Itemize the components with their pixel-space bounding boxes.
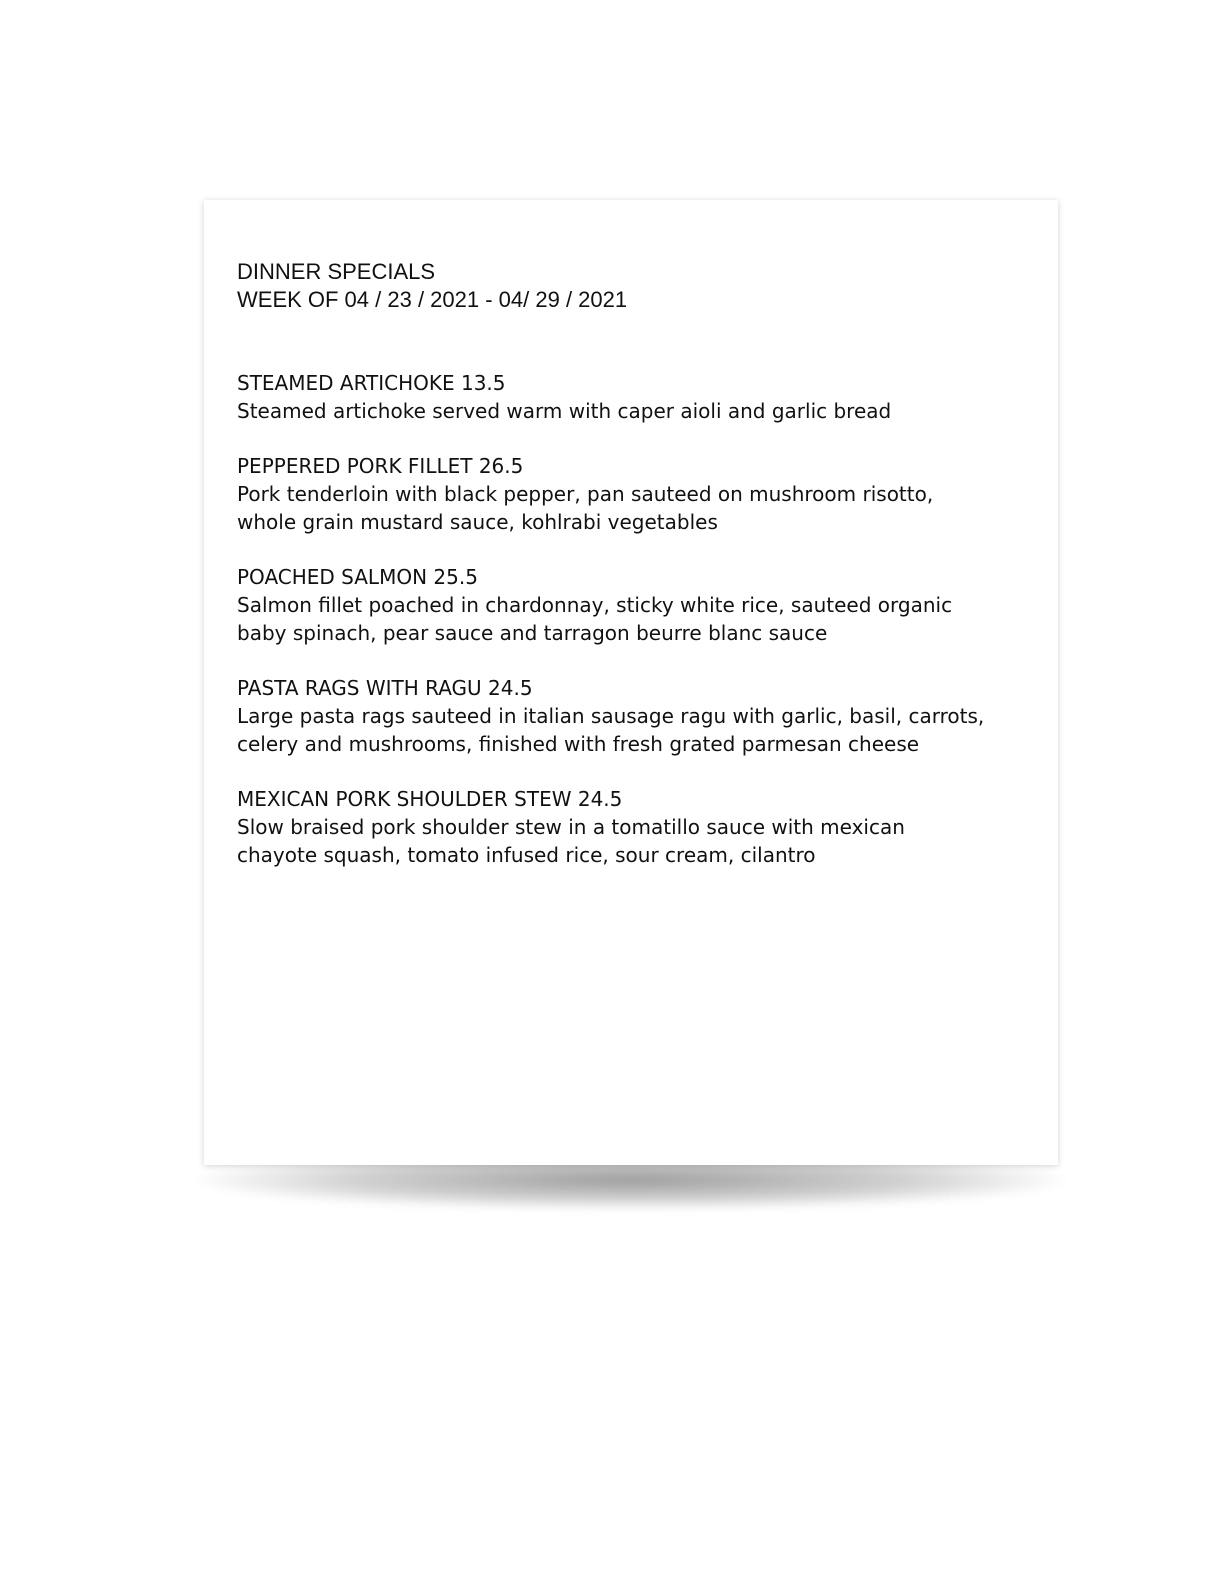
description-line: whole grain mustard sauce, kohlrabi vegetables: [237, 510, 718, 534]
menu-item: [237, 674, 1037, 758]
menu-item-title: STEAMED ARTICHOKE 13.5: [237, 371, 506, 395]
menu-items: [237, 369, 1037, 896]
menu-item-description: [237, 480, 1037, 536]
description-line: Slow braised pork shoulder stew in a tomatillo sauce with mexican: [237, 815, 905, 839]
description-line: celery and mushrooms, finished with fresh grated parmesan cheese: [237, 732, 920, 756]
menu-item-description: [237, 702, 1037, 758]
menu-item: [237, 452, 1037, 536]
description-line: baby spinach, pear sauce and tarragon beurre blanc sauce: [237, 621, 828, 645]
menu-item-title: POACHED SALMON 25.5: [237, 565, 478, 589]
description-line: Salmon fillet poached in chardonnay, sticky white rice, sauteed organic: [237, 593, 953, 617]
menu-title: DINNER SPECIALS: [237, 259, 436, 284]
menu-week-range: WEEK OF 04 / 23 / 2021 - 04/ 29 / 2021: [237, 287, 628, 312]
description-line: chayote squash, tomato infused rice, sour cream, cilantro: [237, 843, 816, 867]
menu-page: [204, 200, 1058, 1165]
menu-item: [237, 563, 1037, 647]
description-line: Pork tenderloin with black pepper, pan sauteed on mushroom risotto,: [237, 482, 934, 506]
menu-item-title: PASTA RAGS WITH RAGU 24.5: [237, 676, 533, 700]
description-line: Steamed artichoke served warm with caper aioli and garlic bread: [237, 399, 892, 423]
menu-item-title: MEXICAN PORK SHOULDER STEW 24.5: [237, 787, 623, 811]
menu-item-description: [237, 397, 1037, 425]
menu-item-title: PEPPERED PORK FILLET 26.5: [237, 454, 524, 478]
description-line: Large pasta rags sauteed in italian sausage ragu with garlic, basil, carrots,: [237, 704, 985, 728]
menu-header: [237, 258, 627, 314]
menu-item: [237, 369, 1037, 425]
menu-item-description: [237, 591, 1037, 647]
menu-item: [237, 785, 1037, 869]
menu-item-description: [237, 813, 1037, 869]
